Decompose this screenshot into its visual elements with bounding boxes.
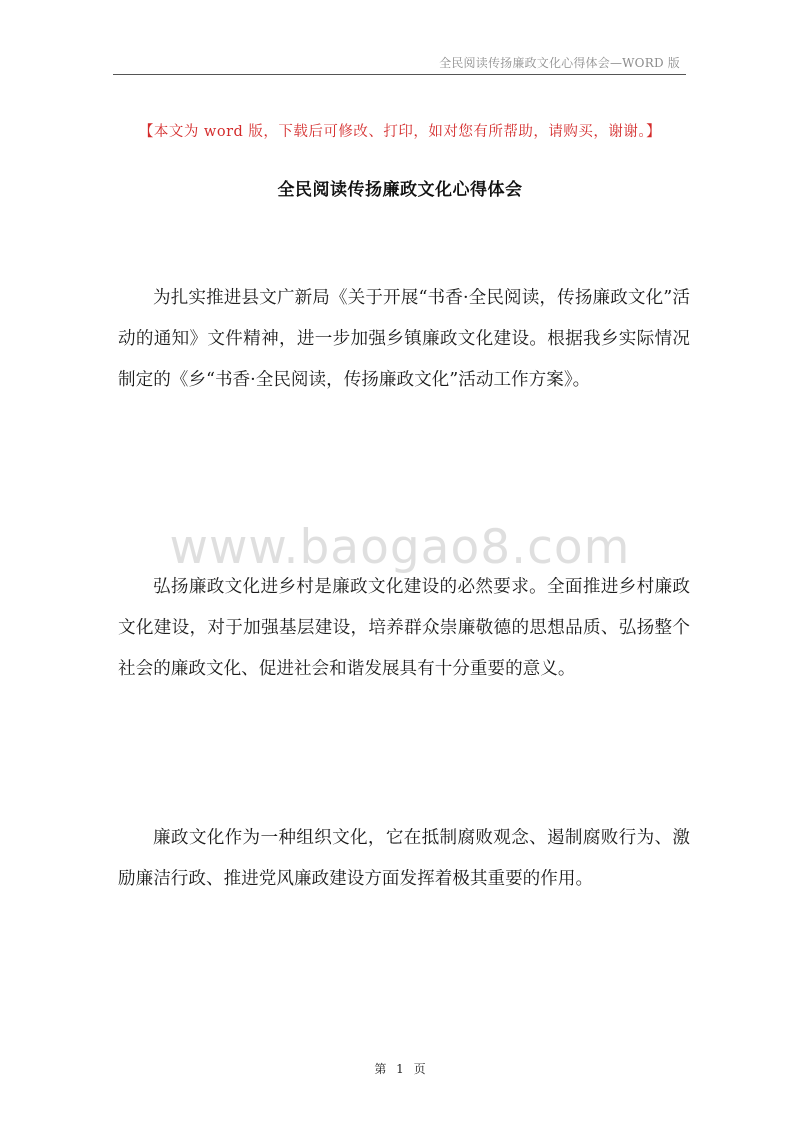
page-header [113, 52, 686, 75]
page-suffix: 页 [413, 1062, 426, 1076]
running-title: 全民阅读传扬廉政文化心得体会—WORD 版 [439, 56, 680, 70]
page-number: 1 [396, 1062, 404, 1076]
purchase-notice: 【本文为 word 版，下载后可修改、打印，如对您有所帮助，请购买，谢谢。】 [138, 124, 662, 140]
document-title: 全民阅读传扬廉政文化心得体会 [277, 180, 523, 200]
page-prefix: 第 [374, 1062, 387, 1076]
page-footer [0, 1060, 800, 1077]
paragraph-1: 为扎实推进县文广新局《关于开展“书香·全民阅读，传扬廉政文化”活动的通知》文件精神，进一步加强乡镇廉政文化建设。根据我乡实际情况制定的《乡“书香·全民阅读，传扬廉政文化”活动工作方案》。 [118, 288, 690, 390]
watermark: www.baogao8.com [169, 520, 631, 575]
paragraph-3: 廉政文化作为一种组织文化，它在抵制腐败观念、遏制腐败行为、激励廉洁行政、推进党风廉政建设方面发挥着极其重要的作用。 [118, 828, 690, 889]
paragraph-2: 弘扬廉政文化进乡村是廉政文化建设的必然要求。全面推进乡村廉政文化建设，对于加强基层建设，培养群众崇廉敬德的思想品质、弘扬整个社会的廉政文化、促进社会和谐发展具有十分重要的意义。 [118, 577, 690, 679]
